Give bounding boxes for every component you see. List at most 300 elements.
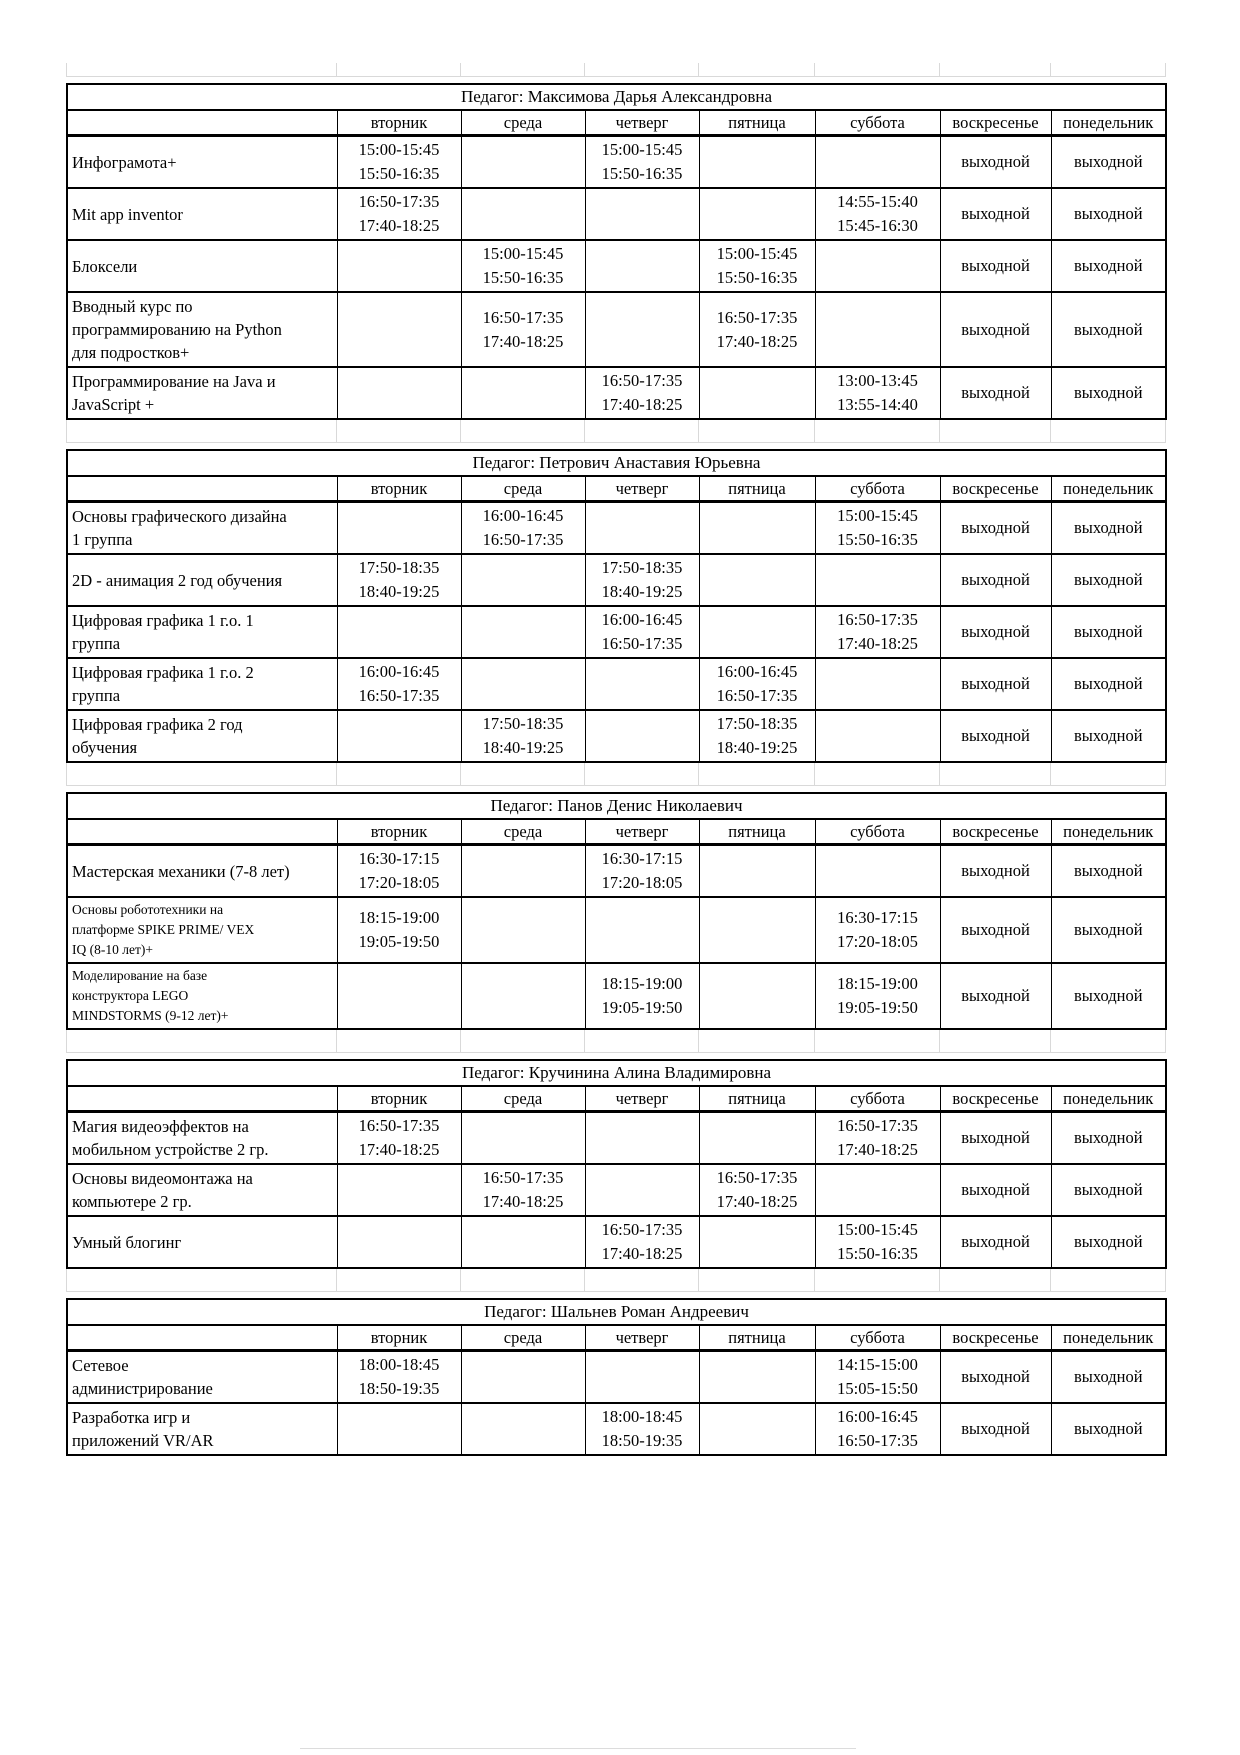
time-slot-cell — [337, 845, 461, 898]
spacer-cell — [1051, 63, 1166, 77]
time-range: 16:50-17:35 — [837, 610, 918, 629]
weekend-cell: выходной — [1051, 502, 1166, 555]
time-range: 17:40-18:25 — [837, 1140, 918, 1159]
time-range: 18:15-19:00 — [837, 974, 918, 993]
empty-slot-cell — [699, 1112, 815, 1165]
teacher-header-row — [67, 1060, 1166, 1086]
spacer-cell — [815, 1030, 940, 1053]
spacer-cell — [461, 420, 585, 443]
day-header-cell: пятница — [699, 819, 815, 845]
spacer-cell — [461, 63, 585, 77]
spacer-cell — [337, 63, 461, 77]
time-range: 15:50-16:35 — [837, 530, 918, 549]
time-slot-cell — [585, 554, 699, 606]
time-range: 16:30-17:15 — [358, 849, 440, 868]
empty-slot-cell — [699, 1351, 815, 1404]
empty-slot-cell — [461, 1403, 585, 1455]
spacer-cell — [940, 420, 1051, 443]
teacher-header: Педагог: Кручинина Алина Владимировна — [67, 1060, 1166, 1086]
empty-slot-cell — [815, 136, 940, 189]
course-row — [67, 963, 1166, 1029]
time-range: 18:00-18:45 — [358, 1355, 440, 1374]
corner-cell — [67, 1325, 337, 1351]
time-range: 15:50-16:35 — [358, 164, 440, 183]
weekend-cell: выходной — [940, 292, 1051, 367]
weekend-cell: выходной — [1051, 658, 1166, 710]
time-range: 17:50-18:35 — [601, 558, 683, 577]
time-slot-cell — [585, 963, 699, 1029]
spacer-cell — [940, 1269, 1051, 1292]
time-range: 16:30-17:15 — [837, 908, 918, 927]
day-header-row — [67, 819, 1166, 845]
spacer-cell — [461, 763, 585, 786]
course-name-line: обучения — [72, 738, 138, 757]
time-range: 15:00-15:45 — [601, 140, 683, 159]
time-slot-cell — [815, 1112, 940, 1165]
course-name-line: группа — [72, 686, 121, 705]
time-range: 13:55-14:40 — [837, 395, 918, 414]
time-slot-cell — [337, 1351, 461, 1404]
weekend-cell: выходной — [940, 710, 1051, 762]
schedule-table-1 — [66, 83, 1167, 420]
spacer-cell — [815, 1269, 940, 1292]
course-row — [67, 1164, 1166, 1216]
course-name-line: администрирование — [72, 1379, 213, 1398]
day-header-cell: вторник — [337, 1325, 461, 1351]
time-range: 18:40-19:25 — [716, 738, 798, 757]
empty-slot-cell — [815, 658, 940, 710]
spacer-cell — [585, 420, 699, 443]
course-name-line: Вводный курс по — [72, 297, 193, 316]
spacer-cell — [940, 763, 1051, 786]
weekend-cell: выходной — [1051, 710, 1166, 762]
course-name-cell — [67, 1351, 337, 1404]
time-range: 17:40-18:25 — [358, 216, 440, 235]
day-header-cell: четверг — [585, 1325, 699, 1351]
empty-slot-cell — [699, 845, 815, 898]
time-slot-cell — [585, 136, 699, 189]
spacer-cell — [461, 1269, 585, 1292]
weekend-cell: выходной — [940, 240, 1051, 292]
schedule-table-2 — [66, 449, 1167, 763]
day-header-cell: суббота — [815, 1086, 940, 1112]
time-range: 17:20-18:05 — [601, 873, 683, 892]
day-header-cell: среда — [461, 110, 585, 136]
corner-cell — [67, 110, 337, 136]
time-range: 16:50-17:35 — [358, 192, 440, 211]
empty-slot-cell — [815, 1164, 940, 1216]
empty-slot-cell — [585, 1112, 699, 1165]
time-slot-cell — [461, 1164, 585, 1216]
time-range: 18:15-19:00 — [358, 908, 440, 927]
day-header-cell: воскресенье — [940, 819, 1051, 845]
day-header-cell: суббота — [815, 1325, 940, 1351]
course-name-cell — [67, 240, 337, 292]
course-row — [67, 502, 1166, 555]
page-footer-divider — [300, 1748, 856, 1749]
course-row — [67, 897, 1166, 963]
time-range: 19:05-19:50 — [837, 998, 918, 1017]
time-range: 16:50-17:35 — [837, 1116, 918, 1135]
course-name-line: Основы видеомонтажа на — [72, 1169, 253, 1188]
spacer-cell — [67, 1030, 337, 1053]
course-row — [67, 845, 1166, 898]
day-header-cell: четверг — [585, 476, 699, 502]
time-slot-cell — [585, 845, 699, 898]
day-header-cell: четверг — [585, 110, 699, 136]
empty-slot-cell — [585, 502, 699, 555]
teacher-header-row — [67, 84, 1166, 110]
weekend-cell: выходной — [940, 963, 1051, 1029]
course-row — [67, 1403, 1166, 1455]
weekend-cell: выходной — [940, 658, 1051, 710]
time-slot-cell — [337, 136, 461, 189]
course-name-cell — [67, 136, 337, 189]
weekend-cell: выходной — [940, 554, 1051, 606]
schedule-tables-container — [66, 63, 1170, 1456]
course-row — [67, 658, 1166, 710]
empty-slot-cell — [461, 1216, 585, 1268]
day-header-cell: вторник — [337, 110, 461, 136]
course-row — [67, 367, 1166, 419]
spacer-cell — [1051, 420, 1166, 443]
time-slot-cell — [699, 292, 815, 367]
time-range: 16:00-16:45 — [358, 662, 440, 681]
corner-cell — [67, 1086, 337, 1112]
table-gap-spacer — [66, 1030, 1166, 1053]
spacer-cell — [585, 63, 699, 77]
empty-slot-cell — [337, 710, 461, 762]
teacher-header: Педагог: Максимова Дарья Александровна — [67, 84, 1166, 110]
time-slot-cell — [461, 710, 585, 762]
course-name-line: Mit app inventor — [72, 204, 183, 224]
course-name-cell — [67, 1216, 337, 1268]
empty-slot-cell — [699, 502, 815, 555]
time-range: 17:40-18:25 — [482, 1192, 564, 1211]
time-range: 18:40-19:25 — [601, 582, 683, 601]
course-name-line: 2D - анимация 2 год обучения — [72, 570, 283, 590]
weekend-cell: выходной — [1051, 1112, 1166, 1165]
day-header-cell: пятница — [699, 1325, 815, 1351]
schedule-table-4 — [66, 1059, 1167, 1269]
empty-slot-cell — [337, 1216, 461, 1268]
spacer-cell — [699, 420, 815, 443]
table-gap-spacer — [66, 420, 1166, 443]
course-name-line: Цифровая графика 1 г.о. 2 — [72, 663, 254, 682]
day-header-cell: четверг — [585, 1086, 699, 1112]
day-header-cell: суббота — [815, 819, 940, 845]
day-header-row — [67, 476, 1166, 502]
spacer-cell — [67, 763, 337, 786]
day-header-cell: пятница — [699, 1086, 815, 1112]
time-slot-cell — [699, 710, 815, 762]
time-range: 16:30-17:15 — [601, 849, 683, 868]
spacer-cell — [67, 1269, 337, 1292]
weekend-cell: выходной — [1051, 606, 1166, 658]
course-name-line: JavaScript + — [72, 395, 155, 414]
weekend-cell: выходной — [1051, 240, 1166, 292]
time-range: 19:05-19:50 — [358, 932, 440, 951]
day-header-cell: суббота — [815, 476, 940, 502]
empty-slot-cell — [461, 1112, 585, 1165]
spacer-cell — [67, 420, 337, 443]
day-header-row — [67, 110, 1166, 136]
course-name-line: для подростков+ — [72, 343, 190, 362]
empty-slot-cell — [585, 1164, 699, 1216]
teacher-header: Педагог: Шальнев Роман Андреевич — [67, 1299, 1166, 1325]
empty-slot-cell — [337, 502, 461, 555]
empty-slot-cell — [461, 963, 585, 1029]
spacer-cell — [585, 1030, 699, 1053]
time-slot-cell — [337, 188, 461, 240]
spacer-cell — [337, 1030, 461, 1053]
time-range: 19:05-19:50 — [601, 998, 683, 1017]
weekend-cell: выходной — [940, 1112, 1051, 1165]
spacer-cell — [699, 1269, 815, 1292]
time-range: 16:00-16:45 — [482, 506, 564, 525]
spacer-cell — [815, 420, 940, 443]
time-range: 17:40-18:25 — [837, 634, 918, 653]
course-name-line: Моделирование на базе — [72, 968, 208, 983]
empty-slot-cell — [337, 1403, 461, 1455]
time-range: 15:50-16:35 — [601, 164, 683, 183]
course-name-line: Блоксели — [72, 256, 138, 276]
weekend-cell: выходной — [940, 897, 1051, 963]
corner-cell — [67, 476, 337, 502]
empty-slot-cell — [461, 188, 585, 240]
course-row — [67, 554, 1166, 606]
course-name-line: Сетевое — [72, 1356, 129, 1375]
course-name-cell — [67, 1403, 337, 1455]
day-header-cell: воскресенье — [940, 110, 1051, 136]
weekend-cell: выходной — [940, 502, 1051, 555]
time-range: 17:50-18:35 — [716, 714, 798, 733]
time-slot-cell — [337, 554, 461, 606]
empty-slot-cell — [699, 606, 815, 658]
day-header-cell: понедельник — [1051, 476, 1166, 502]
course-name-cell — [67, 963, 337, 1029]
course-row — [67, 292, 1166, 367]
weekend-cell: выходной — [940, 1164, 1051, 1216]
time-range: 17:40-18:25 — [601, 1244, 683, 1263]
spacer-cell — [1051, 1030, 1166, 1053]
empty-slot-cell — [585, 897, 699, 963]
course-name-cell — [67, 1164, 337, 1216]
weekend-cell: выходной — [1051, 188, 1166, 240]
spacer-cell — [337, 763, 461, 786]
course-name-line: Программирование на Java и — [72, 372, 276, 391]
time-slot-cell — [461, 292, 585, 367]
course-name-line: Разработка игр и — [72, 1408, 191, 1427]
time-slot-cell — [585, 606, 699, 658]
time-slot-cell — [699, 658, 815, 710]
course-name-cell — [67, 502, 337, 555]
course-name-cell — [67, 658, 337, 710]
spacer-cell — [585, 1269, 699, 1292]
spacer-cell — [940, 63, 1051, 77]
course-name-line: Основы графического дизайна — [72, 507, 287, 526]
time-range: 15:00-15:45 — [482, 244, 564, 263]
course-name-line: компьютере 2 гр. — [72, 1192, 192, 1211]
course-name-line: Основы робототехники на — [72, 902, 224, 917]
weekend-cell: выходной — [1051, 1164, 1166, 1216]
teacher-header-row — [67, 793, 1166, 819]
empty-slot-cell — [461, 136, 585, 189]
time-range: 15:50-16:35 — [837, 1244, 918, 1263]
empty-slot-cell — [337, 963, 461, 1029]
day-header-cell: воскресенье — [940, 1325, 1051, 1351]
day-header-cell: вторник — [337, 1086, 461, 1112]
empty-slot-cell — [585, 240, 699, 292]
spacer-cell — [699, 763, 815, 786]
empty-slot-cell — [585, 188, 699, 240]
course-name-line: 1 группа — [72, 530, 133, 549]
day-header-cell: четверг — [585, 819, 699, 845]
time-slot-cell — [815, 502, 940, 555]
time-range: 14:15-15:00 — [837, 1355, 918, 1374]
weekend-cell: выходной — [940, 1216, 1051, 1268]
course-name-cell — [67, 292, 337, 367]
time-range: 18:00-18:45 — [601, 1407, 683, 1426]
time-range: 16:50-17:35 — [358, 686, 440, 705]
time-slot-cell — [461, 502, 585, 555]
empty-slot-cell — [461, 897, 585, 963]
time-slot-cell — [815, 1216, 940, 1268]
day-header-row — [67, 1086, 1166, 1112]
empty-slot-cell — [337, 1164, 461, 1216]
time-slot-cell — [337, 897, 461, 963]
day-header-cell: воскресенье — [940, 476, 1051, 502]
empty-slot-cell — [585, 292, 699, 367]
time-range: 14:55-15:40 — [837, 192, 918, 211]
empty-slot-cell — [699, 963, 815, 1029]
time-range: 17:40-18:25 — [482, 331, 564, 351]
course-name-line: Инфограмота+ — [72, 152, 177, 172]
spacer-cell — [337, 1269, 461, 1292]
day-header-cell: вторник — [337, 819, 461, 845]
time-range: 16:50-17:35 — [482, 307, 564, 327]
spacer-cell — [337, 420, 461, 443]
weekend-cell: выходной — [1051, 292, 1166, 367]
time-range: 16:00-16:45 — [601, 610, 683, 629]
time-slot-cell — [815, 1403, 940, 1455]
spacer-cell — [815, 63, 940, 77]
empty-slot-cell — [815, 845, 940, 898]
day-header-cell: вторник — [337, 476, 461, 502]
time-range: 15:00-15:45 — [837, 1220, 918, 1239]
top-spacer — [66, 63, 1166, 77]
time-range: 17:50-18:35 — [358, 558, 440, 577]
empty-slot-cell — [699, 136, 815, 189]
time-range: 17:40-18:25 — [601, 395, 683, 414]
time-range: 13:00-13:45 — [837, 371, 918, 390]
time-slot-cell — [337, 1112, 461, 1165]
time-range: 18:50-19:35 — [601, 1431, 683, 1450]
course-name-line: IQ (8-10 лет)+ — [72, 942, 153, 957]
spacer-cell — [1051, 1269, 1166, 1292]
weekend-cell: выходной — [940, 136, 1051, 189]
time-slot-cell — [815, 963, 940, 1029]
day-header-cell: среда — [461, 476, 585, 502]
empty-slot-cell — [461, 845, 585, 898]
weekend-cell: выходной — [940, 1403, 1051, 1455]
course-row — [67, 1216, 1166, 1268]
weekend-cell: выходной — [1051, 367, 1166, 419]
time-range: 15:50-16:35 — [716, 268, 798, 287]
time-range: 18:50-19:35 — [358, 1379, 440, 1398]
weekend-cell: выходной — [1051, 845, 1166, 898]
course-name-cell — [67, 897, 337, 963]
weekend-cell: выходной — [940, 367, 1051, 419]
course-row — [67, 1351, 1166, 1404]
time-range: 18:40-19:25 — [482, 738, 564, 757]
weekend-cell: выходной — [940, 1351, 1051, 1404]
table-gap-spacer — [66, 763, 1166, 786]
time-range: 16:50-17:35 — [837, 1431, 918, 1450]
course-name-line: платформе SPIKE PRIME/ VEX — [72, 922, 255, 937]
course-name-cell — [67, 845, 337, 898]
course-name-cell — [67, 554, 337, 606]
spacer-cell — [699, 1030, 815, 1053]
time-range: 17:40-18:25 — [716, 1192, 798, 1211]
weekend-cell: выходной — [1051, 963, 1166, 1029]
course-name-line: программированию на Python — [72, 320, 282, 339]
weekend-cell: выходной — [1051, 897, 1166, 963]
empty-slot-cell — [699, 1403, 815, 1455]
time-range: 16:50-17:35 — [358, 1116, 440, 1135]
empty-slot-cell — [585, 658, 699, 710]
empty-slot-cell — [461, 554, 585, 606]
course-row — [67, 606, 1166, 658]
weekend-cell: выходной — [1051, 1216, 1166, 1268]
weekend-cell: выходной — [940, 188, 1051, 240]
time-range: 17:50-18:35 — [482, 714, 564, 733]
course-name-line: Мастерская механики (7-8 лет) — [72, 861, 290, 881]
course-name-line: конструктора LEGO — [72, 988, 189, 1003]
time-range: 18:15-19:00 — [601, 974, 683, 993]
time-range: 16:50-17:35 — [601, 1220, 683, 1239]
empty-slot-cell — [337, 367, 461, 419]
course-row — [67, 188, 1166, 240]
empty-slot-cell — [699, 554, 815, 606]
empty-slot-cell — [461, 1351, 585, 1404]
day-header-cell: воскресенье — [940, 1086, 1051, 1112]
course-name-cell — [67, 1112, 337, 1165]
empty-slot-cell — [815, 292, 940, 367]
time-slot-cell — [337, 658, 461, 710]
day-header-cell: понедельник — [1051, 1325, 1166, 1351]
time-range: 17:20-18:05 — [837, 932, 918, 951]
teacher-header-row — [67, 450, 1166, 476]
spacer-cell — [67, 63, 337, 77]
time-slot-cell — [815, 897, 940, 963]
empty-slot-cell — [699, 188, 815, 240]
course-name-line: Магия видеоэффектов на — [72, 1117, 249, 1136]
empty-slot-cell — [699, 1216, 815, 1268]
course-name-line: Цифровая графика 2 год — [72, 715, 243, 734]
time-range: 18:40-19:25 — [358, 582, 440, 601]
empty-slot-cell — [585, 1351, 699, 1404]
time-slot-cell — [815, 367, 940, 419]
time-range: 16:50-17:35 — [716, 686, 798, 705]
time-slot-cell — [699, 240, 815, 292]
time-range: 16:50-17:35 — [482, 530, 564, 549]
course-name-cell — [67, 188, 337, 240]
course-name-line: MINDSTORMS (9-12 лет)+ — [72, 1008, 229, 1023]
day-header-cell: понедельник — [1051, 1086, 1166, 1112]
time-slot-cell — [699, 1164, 815, 1216]
time-slot-cell — [461, 240, 585, 292]
